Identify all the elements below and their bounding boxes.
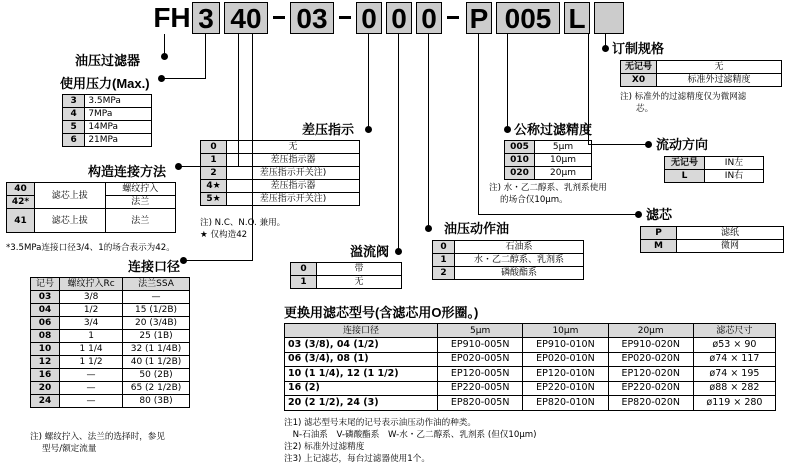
indicator-table: 0 无 1 差压指示器 2 差压指示开关注) 4★ 差压指示器 5★ 差压指示开关注): [200, 140, 360, 206]
replace-table: 连接口径 5μm 10μm 20μm 滤芯尺寸 03 (3/8), 04 (1/2) EP910-005N EP910-010N EP910-020N ø53 × 90 06 (3/4), 08 (1) EP020-005N EP020-010N EP020-020N ø74 × 117 10 (1 1/4), 12 (1 1/2) EP120-005N EP120-010N EP120-020N ø74 × 195 16 (2) EP220-005N EP220-010N EP220-020N ø88 × 282 20 (2 1/2), 24 (3) EP820-005N EP820-010N EP820-020N ø119 × 280: [284, 323, 776, 411]
connection-note: *3.5MPa连接口径3/4、1的场合表示为42。: [6, 243, 175, 253]
port-code-box: 03: [290, 2, 334, 34]
replace-note-4: 注3) 上记滤芯，每台过滤器使用1个。: [284, 454, 430, 464]
fluid-code-box: 0: [416, 2, 442, 34]
replace-title: 更换用滤芯型号(含滤芯用O形圈。): [284, 305, 479, 320]
flow-title: 流动方向: [656, 137, 709, 152]
port-note-1: 注) 螺纹拧入、法兰的选择时，参见: [30, 432, 165, 442]
indicator-note-1: 注) N.C、N.O. 兼用。: [200, 218, 286, 228]
replace-note-3: 注2) 标准外过滤精度: [284, 442, 365, 452]
port-table: 记号 螺纹拧入Rc 法兰SSA 03 3/8 — 04 1/2 15 (1/2B) 06 3/4 20 (3/4B) 08 1 25 (1B) 10 1 1/4 32 (1 1/4B) 12 1 1/2 40 (1 1/2B) 16 — 50 (2B) 20 — 65 (2 1/2B) 24 — 80 (3B): [30, 277, 190, 408]
element-table: P 滤纸 M 微网: [640, 226, 784, 253]
direction-code-box: L: [564, 2, 590, 34]
indicator-code-box: 0: [356, 2, 382, 34]
custom-table: 无记号 无 X0 标准外过滤精度: [620, 60, 782, 87]
pressure-code-box: 3: [192, 2, 220, 34]
element-code-box: P: [466, 2, 492, 34]
flow-table: 无记号 IN左 L IN右: [664, 156, 764, 183]
pressure-table: 3 3.5MPa 4 7MPa 5 14MPa 6 21MPa: [62, 94, 152, 147]
separator: [447, 16, 459, 19]
separator: [273, 16, 285, 19]
element-title: 滤芯: [646, 207, 673, 222]
custom-code-box: [594, 2, 624, 34]
indicator-note-2: ★ 仅构造42: [200, 230, 248, 240]
custom-note-1: 注) 标准外的过滤精度仅为微网滤: [620, 92, 747, 102]
port-title: 连接口径: [128, 259, 181, 274]
mesh-code-box: 005: [496, 2, 560, 34]
replace-note-2: N-石油系 V-磷酸酯系 W-水・乙二醇系、乳剂系 (但仅10μm): [284, 430, 537, 440]
indicator-title: 差压指示: [302, 122, 355, 137]
mesh-note-2: 的场合仅10μm。: [500, 195, 568, 205]
model-prefix: FH: [153, 2, 191, 33]
pressure-title: 使用压力(Max.): [60, 76, 150, 91]
relief-title: 溢流阀: [350, 244, 390, 259]
mesh-title: 公称过滤精度: [514, 122, 593, 137]
relief-code-box: 0: [386, 2, 412, 34]
fluid-table: 0 石油系 1 水・乙二醇系、乳剂系 2 磷酸酯系: [432, 240, 584, 280]
relief-table: 0 带 1 无: [290, 262, 402, 289]
replace-note-1: 注1) 滤芯型号末尾的记号表示油压动作油的种类。: [284, 418, 477, 428]
mesh-table: 005 5μm 010 10μm 020 20μm: [504, 140, 592, 180]
custom-title: 订制规格: [612, 41, 665, 56]
port-note-2: 型号/额定流量: [42, 444, 97, 454]
type-code-box: 40: [224, 2, 268, 34]
connection-table: 40 滤芯上拔 螺纹拧入 42* 法兰 41 滤芯上拔 法兰: [6, 182, 176, 233]
mesh-note-1: 注) 水・乙二醇系、乳剂系使用: [489, 183, 607, 193]
separator: [339, 16, 351, 19]
custom-note-2: 芯。: [636, 104, 654, 114]
filter-label: 油压过滤器: [75, 53, 141, 68]
fluid-title: 油压动作油: [444, 221, 510, 236]
connection-title: 构造连接方法: [88, 164, 167, 179]
